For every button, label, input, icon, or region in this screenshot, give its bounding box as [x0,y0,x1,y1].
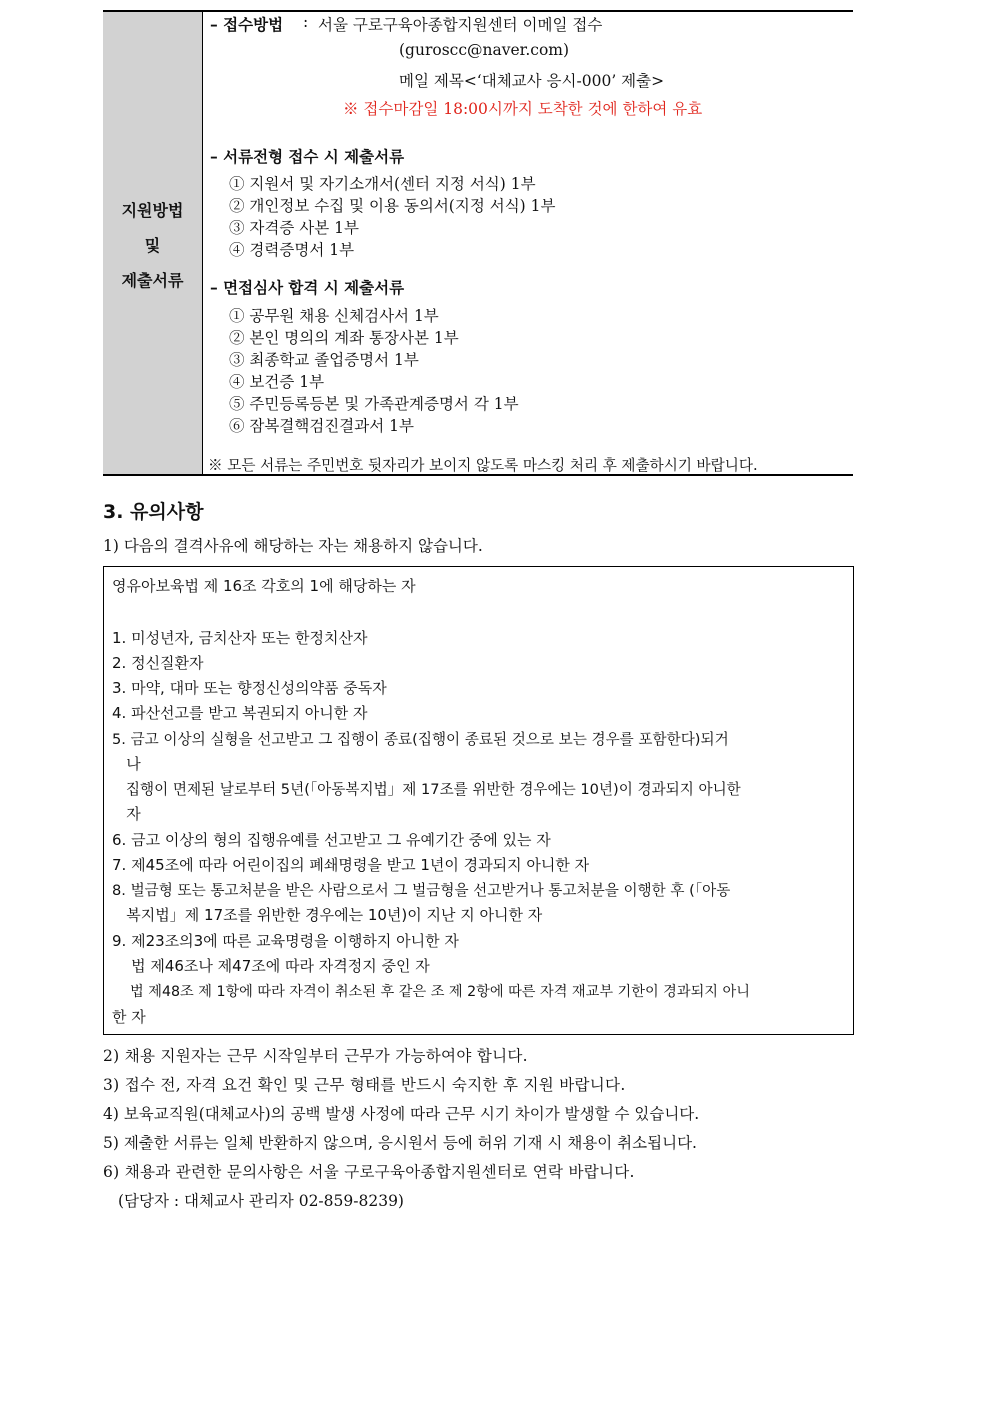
disqualification-line: 법 제46조나 제47조에 따라 자격정지 중인 자 [112,957,430,975]
disqualification-line: 1. 미성년자, 금치산자 또는 한정치산자 [112,629,368,647]
interview-pass-item: ④ 보건증 1부 [229,373,325,391]
receipt-email[interactable]: (guroscc@naver.com) [399,41,570,59]
interview-pass-item: ③ 최종학교 졸업증명서 1부 [229,351,419,369]
document-screening-item: ① 지원서 및 자기소개서(센터 지정 서식) 1부 [229,175,536,193]
table-content-cell [203,12,853,474]
application-method-table [103,10,853,476]
section-intro: 1) 다음의 결격사유에 해당하는 자는 채용하지 않습니다. [103,537,483,555]
disqualification-line: 8. 벌금형 또는 통고처분을 받은 사람으로서 그 벌금형을 선고받거나 통고처분을 이행한 후 (「아동 [112,882,731,899]
disqualification-line: 나 [112,755,141,773]
table-label-cell [103,12,203,474]
document-screening-item: ④ 경력증명서 1부 [229,241,355,259]
document-screening-item: ② 개인정보 수집 및 이용 동의서(지정 서식) 1부 [229,197,556,215]
contact-info: (담당자 : 대체교사 관리자 02-859-8239) [118,1192,404,1210]
disqualification-line: 7. 제45조에 따라 어린이집의 폐쇄명령을 받고 1년이 경과되지 아니한 자 [112,856,590,874]
interview-pass-item: ⑤ 주민등록등본 및 가족관계증명서 각 1부 [229,395,519,413]
document-screening-heading: – 서류전형 접수 시 제출서류 [210,147,405,166]
disqualification-line: 집행이 면제된 날로부터 5년(「아동복지법」제 17조를 위반한 경우에는 10년)이 경과되지 아니한 [112,781,741,798]
note-item: 6) 채용과 관련한 문의사항은 서울 구로구육아종합지원센터로 연락 바랍니다. [103,1163,635,1181]
section-title: 3. 유의사항 [103,501,204,523]
disqualification-line: 법 제48조 제 1항에 따라 자격이 취소된 후 같은 조 제 2항에 따른 자격 재교부 기한이 경과되지 아니 [112,984,750,1000]
interview-pass-item: ② 본인 명의의 계좌 통장사본 1부 [229,329,459,347]
disqualification-line: 4. 파산선고를 받고 복권되지 아니한 자 [112,704,368,722]
note-item: 4) 보육교직원(대체교사)의 공백 발생 사정에 따라 근무 시기 차이가 발생할 수 있습니다. [103,1105,700,1123]
interview-pass-item: ① 공무원 채용 신체검사서 1부 [229,307,439,325]
disqualification-line: 2. 정신질환자 [112,654,204,672]
disqualification-line: 6. 금고 이상의 형의 집행유예를 선고받고 그 유예기간 중에 있는 자 [112,831,551,849]
receipt-method-heading: – 접수방법 [210,15,284,34]
disqualification-line: 9. 제23조의3에 따른 교육명령을 이행하지 아니한 자 [112,932,459,950]
disqualification-line: 5. 금고 이상의 실형을 선고받고 그 집행이 종료(집행이 종료된 것으로 보는 경우를 포함한다)되거 [112,731,729,748]
disqualification-line: 복지법」제 17조를 위반한 경우에는 10년)이 지난 지 아니한 자 [112,906,543,924]
note-item: 3) 접수 전, 자격 요건 확인 및 근무 형태를 반드시 숙지한 후 지원 바랍니다. [103,1076,626,1094]
receipt-method-colon: : [303,13,309,31]
mail-subject: 메일 제목<‘대체교사 응시-000’ 제출> [399,72,665,90]
disqualification-heading: 영유아보육법 제 16조 각호의 1에 해당하는 자 [112,577,416,595]
disqualification-line: 자 [112,805,141,823]
disqualification-line: 한 자 [112,1008,146,1026]
label-line-2: 및 [144,236,161,255]
label-line-1: 지원방법 [121,201,184,220]
interview-pass-heading: – 면접심사 합격 시 제출서류 [210,278,405,297]
interview-pass-item: ⑥ 잠복결핵검진결과서 1부 [229,417,414,435]
disqualification-line: 3. 마약, 대마 또는 향정신성의약품 중독자 [112,679,387,697]
deadline-note: ※ 접수마감일 18:00시까지 도착한 것에 한하여 유효 [343,100,703,118]
note-item: 2) 채용 지원자는 근무 시작일부터 근무가 가능하여야 합니다. [103,1047,528,1065]
note-item: 5) 제출한 서류는 일체 반환하지 않으며, 응시원서 등에 허위 기재 시 채용이 취소됩니다. [103,1134,697,1152]
masking-note: ※ 모든 서류는 주민번호 뒷자리가 보이지 않도록 마스킹 처리 후 제출하시기 바랍니다. [208,457,758,474]
document-screening-item: ③ 자격증 사본 1부 [229,219,359,237]
label-line-3: 제출서류 [121,271,184,290]
receipt-method-text: 서울 구로구육아종합지원센터 이메일 접수 [318,16,603,34]
disqualification-box [103,566,854,1035]
